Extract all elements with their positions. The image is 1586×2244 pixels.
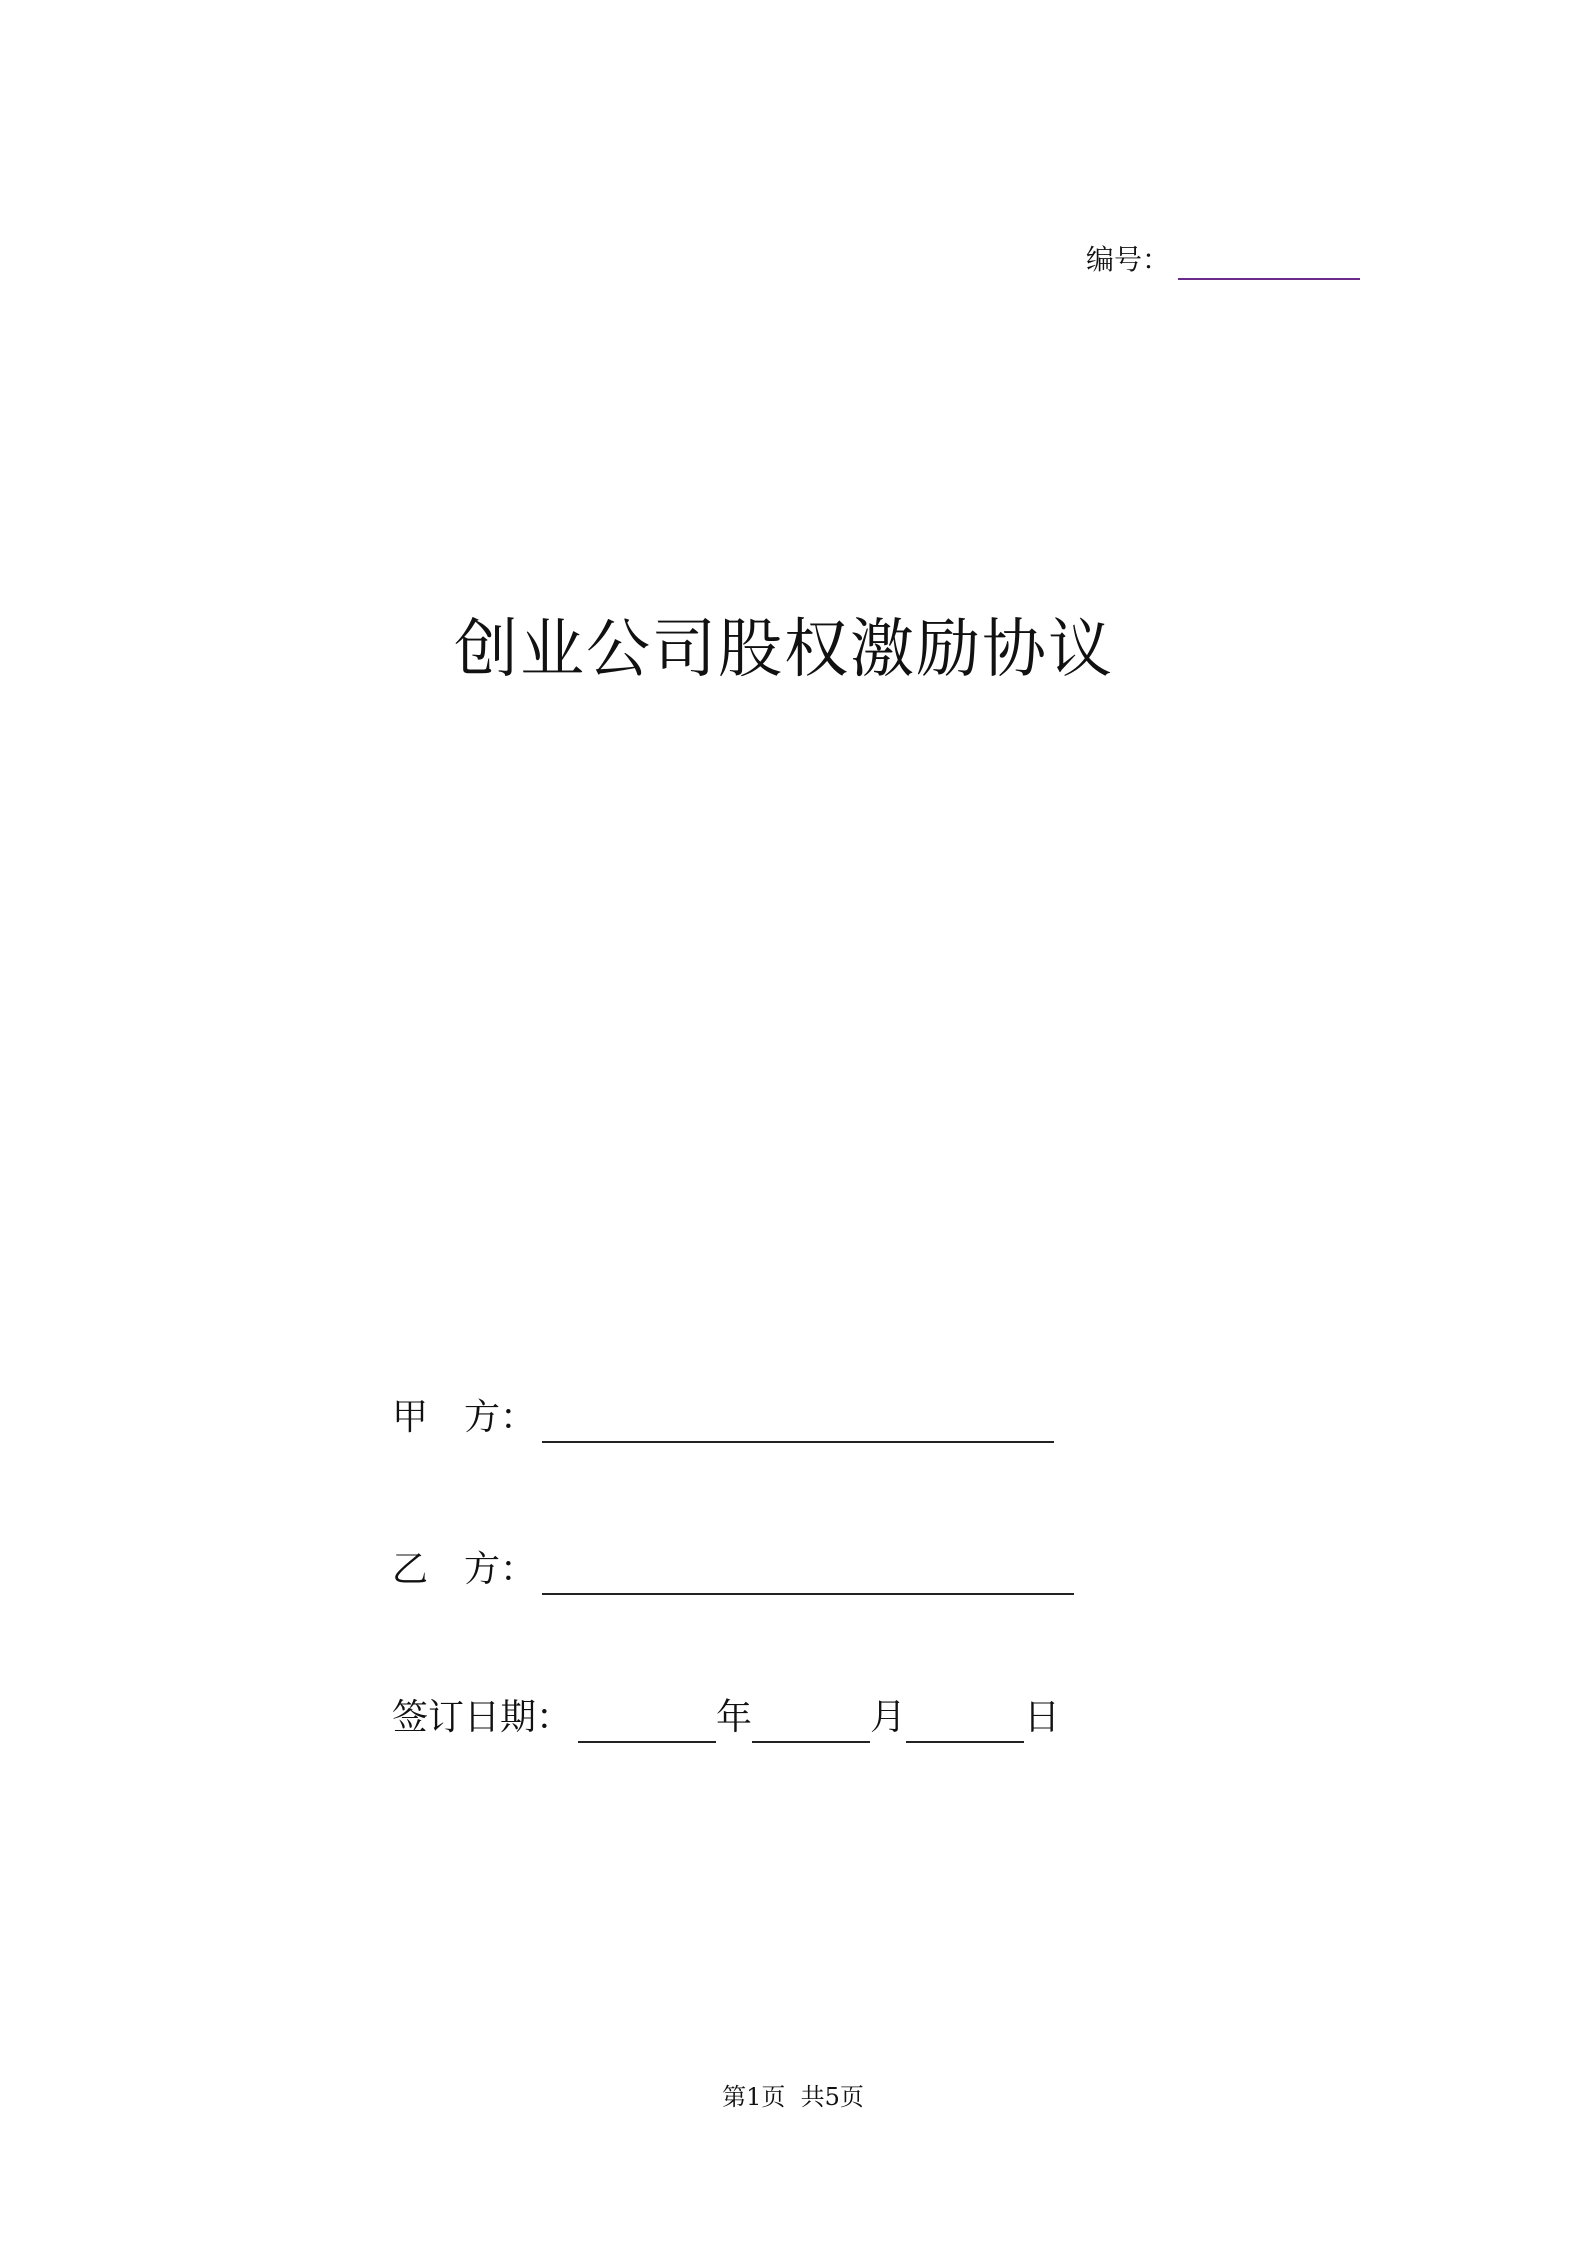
year-unit: 年 [716,1697,753,1738]
document-title-text: 创业公司股权激励协议 [454,613,1114,687]
day-unit: 日 [1024,1697,1061,1738]
party-b-field[interactable] [542,1553,1074,1595]
party-a-field[interactable] [542,1401,1054,1443]
signing-date-label: 签订日期： [392,1697,573,1738]
party-b-label: 乙 方： [392,1549,537,1590]
party-a-label: 甲 方： [392,1397,537,1438]
party-a-line [392,1393,1054,1443]
document-number [1086,240,1360,280]
month-unit: 月 [870,1697,907,1738]
document-title [0,605,1586,695]
page-footer: 第1页 共5页 [722,2083,864,2111]
document-number-field[interactable] [1178,244,1360,280]
document-number-label: 编号： [1086,243,1171,276]
signing-year-field[interactable] [578,1701,716,1743]
signing-day-field[interactable] [906,1701,1024,1743]
signing-date-line [392,1693,1060,1743]
signing-month-field[interactable] [752,1701,870,1743]
party-b-line [392,1545,1074,1595]
